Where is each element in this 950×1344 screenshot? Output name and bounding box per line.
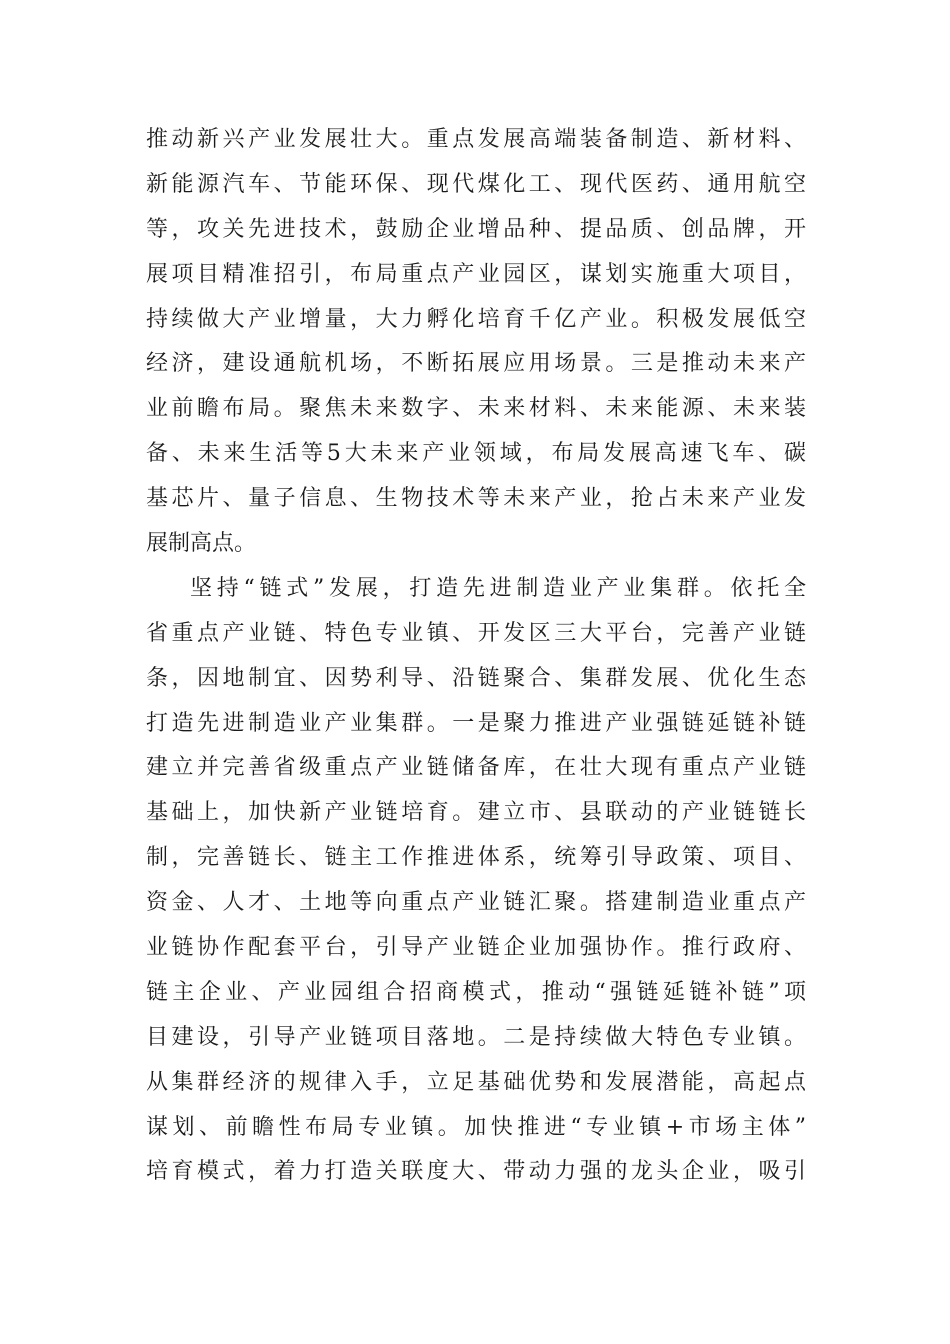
text-line-20: 链主企业、产业园组合招商模式，推动“强链延链补链”项 <box>146 979 806 1005</box>
text-line-17: 制，完善链长、链主工作推进体系，统筹引导政策、项目、 <box>146 845 806 871</box>
text-line-1: 推动新兴产业发展壮大。重点发展高端装备制造、新材料、 <box>146 127 806 152</box>
text-line-15: 建立并完善省级重点产业链储备库，在壮大现有重点产业链 <box>146 755 806 781</box>
text-line-13: 条，因地制宜、因势利导、沿链聚合、集群发展、优化生态 <box>146 665 806 691</box>
text-line-16: 基础上，加快新产业链培育。建立市、县联动的产业链链长 <box>146 800 806 826</box>
text-line-23: 谋划、前瞻性布局专业镇。加快推进“专业镇+市场主体” <box>146 1114 806 1140</box>
text-line-3: 等，攻关先进技术，鼓励企业增品种、提品质、创品牌，开 <box>146 216 806 242</box>
text-line-11: 坚持“链式”发展，打造先进制造业产业集群。依托全 <box>190 575 806 601</box>
text-line-5: 持续做大产业增量，大力孵化培育千亿产业。积极发展低空 <box>146 306 806 332</box>
text-line-22: 从集群经济的规律入手，立足基础优势和发展潜能，高起点 <box>146 1069 806 1095</box>
text-line-12: 省重点产业链、特色专业镇、开发区三大平台，完善产业链 <box>146 620 806 646</box>
text-line-9: 基芯片、量子信息、生物技术等未来产业，抢占未来产业发 <box>146 486 806 512</box>
text-line-19: 业链协作配套平台，引导产业链企业加强协作。推行政府、 <box>146 935 806 961</box>
text-line-2: 新能源汽车、节能环保、现代煤化工、现代医药、通用航空 <box>146 171 806 197</box>
text-line-21: 目建设，引导产业链项目落地。二是持续做大特色专业镇。 <box>146 1024 806 1050</box>
text-line-18: 资金、人才、土地等向重点产业链汇聚。搭建制造业重点产 <box>146 890 806 916</box>
text-line-6: 经济，建设通航机场，不断拓展应用场景。三是推动未来产 <box>146 351 806 377</box>
body-text <box>146 118 806 1195</box>
text-line-8: 备、未来生活等5大未来产业领域，布局发展高速飞车、碳 <box>146 441 806 467</box>
text-line-4: 展项目精准招引，布局重点产业园区，谋划实施重大项目， <box>146 261 806 287</box>
text-line-14: 打造先进制造业产业集群。一是聚力推进产业强链延链补链 <box>146 710 806 736</box>
text-line-24: 培育模式，着力打造关联度大、带动力强的龙头企业，吸引 <box>146 1159 806 1185</box>
text-line-7: 业前瞻布局。聚焦未来数字、未来材料、未来能源、未来装 <box>146 396 806 422</box>
text-line-10: 展制高点。 <box>146 531 257 557</box>
